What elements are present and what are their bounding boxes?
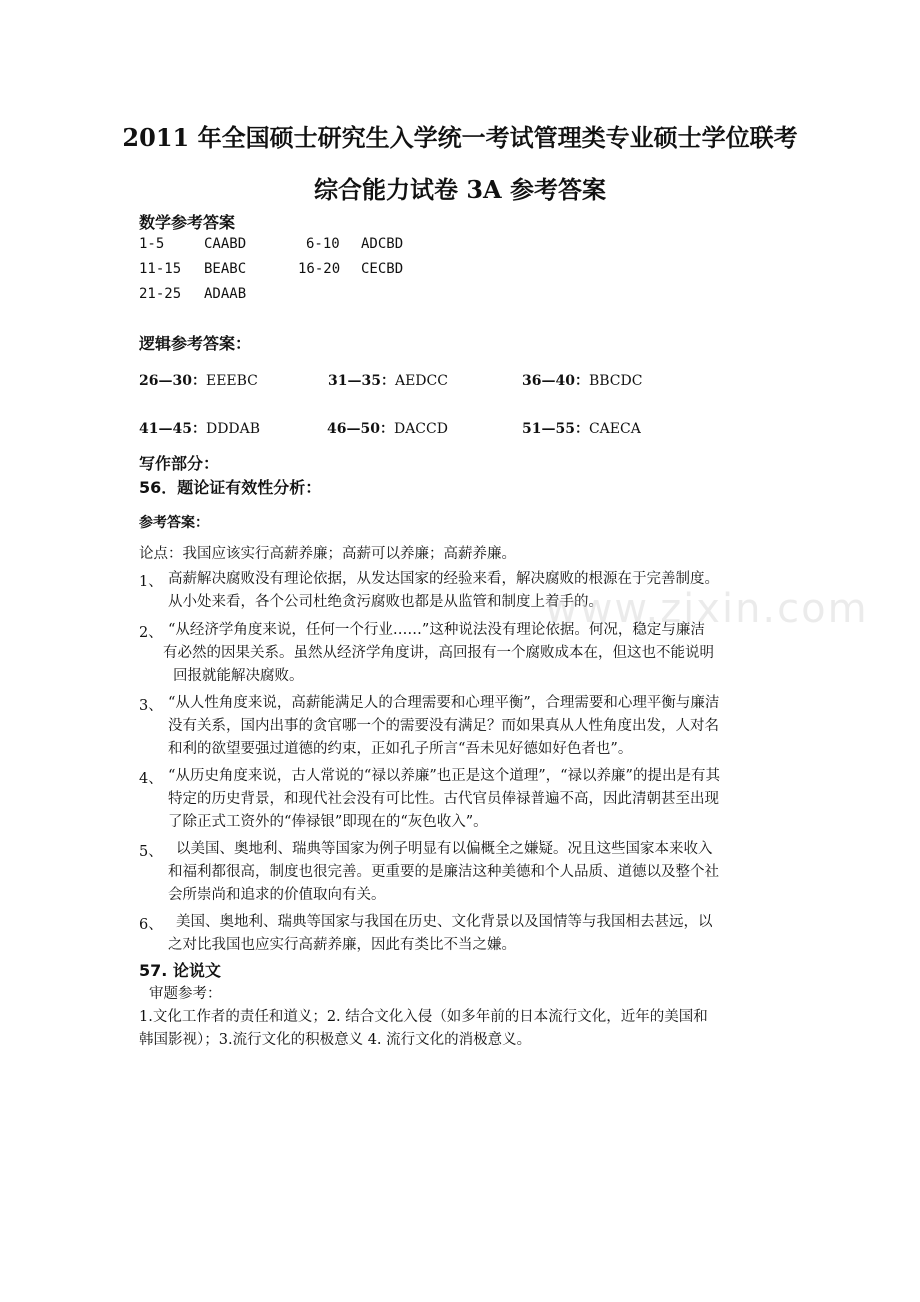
math-answers: CECBD [361,261,404,277]
item-line: 和福利都很高，制度也很完善。更重要的是廉洁这种美德和个人品质、道德以及整个社 [168,864,719,880]
q57-subheading: 审题参考： [149,986,222,1002]
item-line: “从人性角度来说，高薪能满足人的合理需要和心理平衡”，合理需要和心理平衡与廉洁 [168,695,720,711]
item-text [168,838,719,907]
logic-answer-group [139,370,258,390]
document-subtitle: 综合能力试卷 3A 参考答案 [313,175,607,204]
writing-heading: 写作部分： [139,454,220,473]
logic-range: 36—40： [522,373,589,389]
math-answers: ADAAB [204,286,247,302]
math-answers: ADCBD [361,236,404,252]
item-number: 5、 [139,844,163,860]
item-line: 之对比我国也应实行高薪养廉，因此有类比不当之嫌。 [168,937,516,953]
logic-answers: DDDAB [205,421,261,437]
logic-range: 46—50： [327,421,394,437]
logic-answers: CAECA [588,421,641,437]
math-range: 21-25 [139,286,182,302]
item-line: “从历史角度来说，古人常说的“禄以养廉”也正是这个道理”，“禄以养廉”的提出是有其 [168,768,720,784]
logic-answers: DACCD [393,421,448,437]
logic-answers: AEDCC [394,373,448,389]
q57-heading: 57. 论说文 [139,961,221,980]
math-answers: CAABD [204,236,247,252]
logic-answer-group [327,418,448,438]
thesis-text: 论点：我国应该实行高薪养廉；高薪可以养廉；高薪养廉。 [139,546,516,562]
logic-answers: BBCDC [588,373,643,389]
item-line: 以美国、奥地利、瑞典等国家为例子明显有以偏概全之嫌疑。况且这些国家本来收入 [176,841,713,857]
watermark: www.zixin.com [545,586,869,632]
item-line: 特定的历史背景，和现代社会没有可比性。古代官员俸禄普遍不高，因此清朝甚至出现 [168,791,719,807]
item-number: 6、 [139,917,163,933]
item-number: 1、 [139,574,163,590]
q57-text [139,1006,708,1052]
math-heading: 数学参考答案 [139,213,236,232]
item-line: 高薪解决腐败没有理论依据，从发达国家的经验来看，解决腐败的根源在于完善制度。 [168,571,719,587]
item-number: 2、 [139,625,163,641]
item-number: 3、 [139,698,163,714]
item-line: 没有关系，国内出事的贪官哪一个的需要没有满足？而如果真从人性角度出发，人对名 [168,718,719,734]
document-title: 2011 年全国硕士研究生入学统一考试管理类专业硕士学位联考 [122,123,798,152]
logic-heading: 逻辑参考答案： [139,334,252,353]
logic-answer-group [522,370,642,390]
q56-heading: 56．题论证有效性分析： [139,478,322,497]
reference-label: 参考答案： [139,515,209,531]
logic-answer-group [139,418,260,438]
item-line: 和利的欲望要强过道德的约束，正如孔子所言“吾未见好德如好色者也”。 [168,741,633,757]
item-line: 了除正式工资外的“俸禄银”即现在的“灰色收入”。 [168,814,488,830]
item-text [168,765,720,834]
item-line: 有必然的因果关系。虽然从经济学角度讲，高回报有一个腐败成本在，但这也不能说明 [163,645,714,661]
math-answers: BEABC [204,261,247,277]
item-text [168,692,719,761]
math-range: 11-15 [139,261,182,277]
item-line: 回报就能解决腐败。 [173,668,304,684]
q57-line: 韩国影视）；3.流行文化的积极意义 4. 流行文化的消极意义。 [139,1032,532,1048]
logic-answer-group [328,370,448,390]
math-range: 1-5 [139,236,165,252]
item-line: 美国、奥地利、瑞典等国家与我国在历史、文化背景以及国情等与我国相去甚远，以 [176,914,713,930]
item-number: 4、 [139,771,163,787]
item-text [168,911,713,957]
math-range: 6-10 [306,236,340,252]
item-line: 会所崇尚和追求的价值取向有关。 [168,887,386,903]
math-range: 16-20 [298,261,341,277]
q57-line: 1.文化工作者的责任和道义；2. 结合文化入侵（如多年前的日本流行文化，近年的美国和 [139,1009,708,1025]
logic-range: 51—55： [522,421,589,437]
logic-answers: EEEBC [205,373,258,389]
logic-answer-group [522,418,641,438]
item-line: 从小处来看，各个公司杜绝贪污腐败也都是从监管和制度上着手的。 [168,594,603,610]
logic-range: 41—45： [139,421,206,437]
logic-range: 31—35： [328,373,395,389]
logic-range: 26—30： [139,373,206,389]
item-line: “从经济学角度来说，任何一个行业……”这种说法没有理论依据。何况，稳定与廉洁 [168,622,705,638]
